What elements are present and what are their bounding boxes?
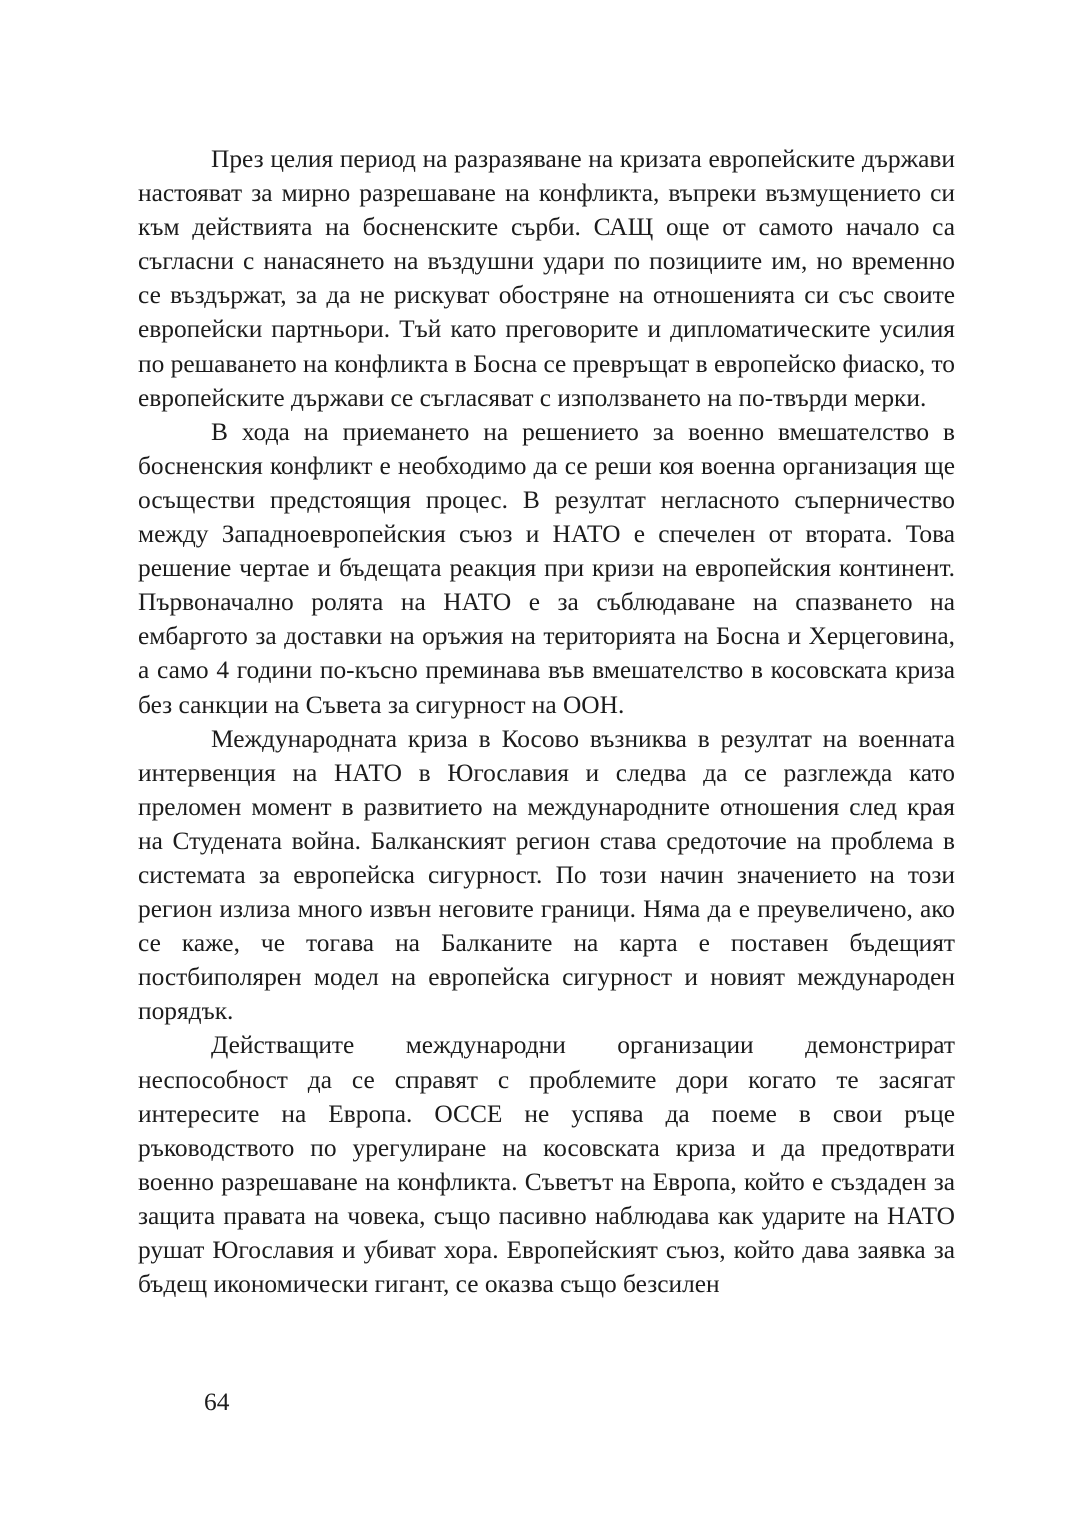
paragraph-4: Действащите международни организации демонстрират неспособност да се справят с проблемите дори когато те засягат интересите на Европа. ОССЕ не успява да поеме в свои ръце ръководството по урегулиране на косовската криза и да предотврати военно разрешаване на конфликта. Съветът на Европа, който е създаден за защита правата на човека, също пасивно наблюдава как ударите на НАТО рушат Югославия и убиват хора. Европейският съюз, който дава заявка за бъдещ икономически гигант, се оказва също безсилен bbox=[138, 1031, 955, 1299]
paragraph-3: Международната криза в Косово възниква в резултат на военната интервенция на НАТО в Югославия и следва да се разглежда като преломен момент в развитието на международните отношения след края на Студената война. Балканският регион става средоточие на проблема в системата за европейска сигурност. По този начин значението на този регион излиза много извън неговите граници. Няма да е преувеличено, ако се каже, че тогава на Балканите на карта е поставен бъдещият постбиполярен модел на европейска сигурност и новият международен порядък. bbox=[138, 724, 955, 1026]
page-number: 64 bbox=[204, 1388, 230, 1416]
paragraph-2: В хода на приемането на решението за военно вмешателство в босненския конфликт е необходимо да се реши коя военна организация ще осъществи предстоящия процес. В резултат негласното съперничество между Западноевропейския съюз и НАТО е спечелен от втората. Това решение чертае и бъдещата реакция при кризи на европейския континент. Първоначално ролята на НАТО е за съблюдаване на спазването на ембаргото за доставки на оръжия на територията на Босна и Херцеговина, а само 4 години по-късно преминава във вмешателство в косовската криза без санкции на Съвета за сигурност на ООН. bbox=[138, 417, 955, 719]
paragraph-1: През целия период на разразяване на кризата европейските държави настояват за мирно разрешаване на конфликта, въпреки възмущението си към действията на босненските сърби. САЩ още от самото начало са съгласни с нанасянето на въздушни удари по позициите им, но временно се въздържат, за да не рискуват обостряне на отношенията си със своите европейски партньори. Тъй като преговорите и дипломатическите усилия по решаването на конфликта в Босна се превръщат в европейско фиаско, то европейските държави се съгласяват с използването на по-твърди мерки. bbox=[138, 145, 955, 412]
body-text bbox=[138, 142, 955, 1301]
